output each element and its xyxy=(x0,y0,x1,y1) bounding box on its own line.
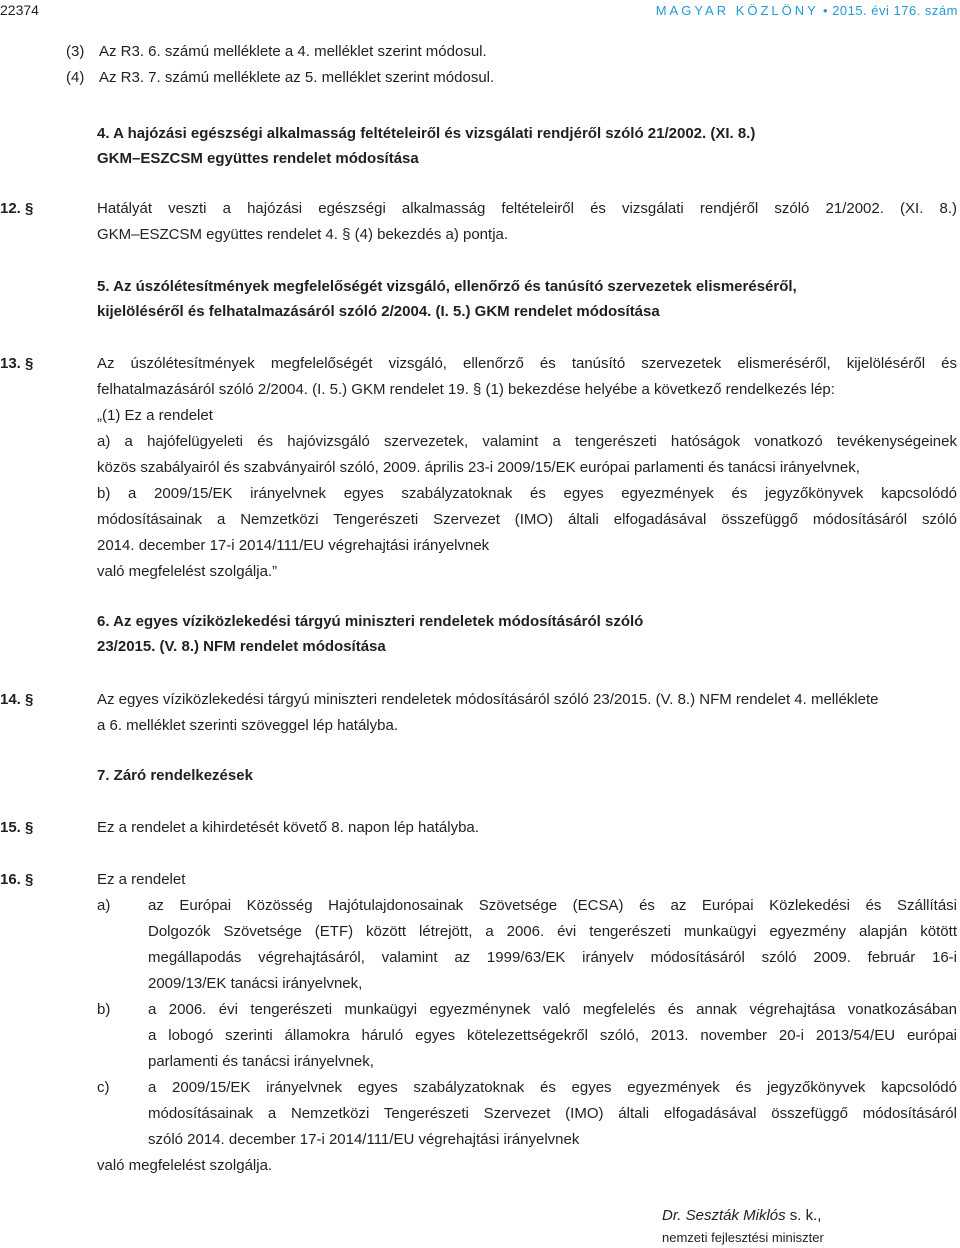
section-5-title-line1: 5. Az úszólétesítmények megfelelőségét vizsgáló, ellenőrző és tanúsító szervezetek elismeréséről, xyxy=(97,278,797,295)
paragraph-13-number: 13. § xyxy=(0,355,34,372)
paragraph-13-line: közös szabályairól és szabványairól szóló, 2009. április 23-i 2009/15/EK európai parlamenti és tanácsi irányelvnek, xyxy=(97,459,860,476)
point-c-label: c) xyxy=(97,1079,110,1096)
point-a-line: 2009/13/EK tanácsi irányelvnek, xyxy=(148,975,363,992)
paragraph-16-intro: Ez a rendelet xyxy=(97,871,186,888)
section-4-title-line2: GKM–ESZCSM együttes rendelet módosítása xyxy=(97,150,419,167)
paragraph-15-text: Ez a rendelet a kihirdetését követő 8. napon lép hatályba. xyxy=(97,819,479,836)
point-c-line: módosításainak a Nemzetközi Tengerészeti Szervezet (IMO) általi elfogadásával összefüggő módosításáról xyxy=(148,1105,957,1122)
item-3-number: (3) xyxy=(66,43,85,60)
point-b-line: parlamenti és tanácsi irányelvnek, xyxy=(148,1053,374,1070)
section-6-title-line2: 23/2015. (V. 8.) NFM rendelet módosítása xyxy=(97,638,386,655)
signature-block xyxy=(662,1206,821,1226)
item-4-text: Az R3. 7. számú melléklete az 5. melléklet szerint módosul. xyxy=(99,69,495,86)
signature-name: Dr. Seszták Miklós xyxy=(662,1207,786,1224)
point-a-line: az Európai Közösség Hajótulajdonosainak Szövetsége (ECSA) és az Európai Közlekedési és Szállítási xyxy=(148,897,957,914)
paragraph-14-line1: Az egyes víziközlekedési tárgyú miniszteri rendeletek módosításáról szóló 23/2015. (V. 8.) NFM rendelet 4. melléklete xyxy=(97,691,879,708)
paragraph-13-line: felhatalmazásáról szóló 2/2004. (I. 5.) GKM rendelet 19. § (1) bekezdése helyébe a következő rendelkezés lép: xyxy=(97,381,835,398)
paragraph-15-number: 15. § xyxy=(0,819,34,836)
paragraph-13-line: b) a 2009/15/EK irányelvnek egyes szabályzatoknak és egyes egyezmények és jegyzőkönyvek kapcsolódó xyxy=(97,485,957,502)
paragraph-16-number: 16. § xyxy=(0,871,34,888)
item-3-text: Az R3. 6. számú melléklete a 4. melléklet szerint módosul. xyxy=(99,43,487,60)
paragraph-16-closing: való megfelelést szolgálja. xyxy=(97,1157,273,1174)
paragraph-12-number: 12. § xyxy=(0,200,34,217)
issue-label: 2015. évi 176. szám xyxy=(832,3,958,18)
paragraph-13-line: módosításainak a Nemzetközi Tengerészeti Szervezet (IMO) általi elfogadásával összefüggő módosításáról szóló xyxy=(97,511,957,528)
paragraph-13-line: 2014. december 17-i 2014/111/EU végrehajtási irányelvnek xyxy=(97,537,490,554)
paragraph-13-line: való megfelelést szolgálja.” xyxy=(97,563,278,580)
header-bullet: • xyxy=(822,3,829,18)
point-c-line: szóló 2014. december 17-i 2014/111/EU végrehajtási irányelvnek xyxy=(148,1131,580,1148)
point-b-line: a lobogó szerinti államokra háruló egyes kötelezettségekről szóló, 2013. november 20-i 2013/54/EU európai xyxy=(148,1027,957,1044)
point-a-line: megállapodás végrehajtásáról, valamint az 1999/63/EK irányelv módosításáról szóló 2009. február 16-i xyxy=(148,949,957,966)
paragraph-14-number: 14. § xyxy=(0,691,34,708)
point-b-label: b) xyxy=(97,1001,111,1018)
signature-title: nemzeti fejlesztési miniszter xyxy=(662,1230,824,1245)
paragraph-12-line2: GKM–ESZCSM együttes rendelet 4. § (4) bekezdés a) pontja. xyxy=(97,226,509,243)
page-number: 22374 xyxy=(0,2,39,18)
paragraph-14-line2: a 6. melléklet szerinti szöveggel lép hatályba. xyxy=(97,717,398,734)
journal-name: MAGYAR KÖZLÖNY xyxy=(655,3,819,18)
section-4-title-line1: 4. A hajózási egészségi alkalmasság feltételeiről és vizsgálati rendjéről szóló 21/2002. (XI. 8.) xyxy=(97,125,756,142)
paragraph-13-line: Az úszólétesítmények megfelelőségét vizsgáló, ellenőrző és tanúsító szervezetek elismeréséről, kijelöléséről és xyxy=(97,355,957,372)
section-5-title-line2: kijelöléséről és felhatalmazásáról szóló 2/2004. (I. 5.) GKM rendelet módosítása xyxy=(97,303,660,320)
paragraph-13-line: „(1) Ez a rendelet xyxy=(97,407,213,424)
point-c-line: a 2009/15/EK irányelvnek egyes szabályzatoknak és egyes egyezmények és jegyzőkönyvek kapcsolódó xyxy=(148,1079,957,1096)
item-4-number: (4) xyxy=(66,69,85,86)
section-6-title-line1: 6. Az egyes víziközlekedési tárgyú miniszteri rendeletek módosításáról szóló xyxy=(97,613,644,630)
paragraph-12-line1: Hatályát veszti a hajózási egészségi alkalmasság feltételeiről és vizsgálati rendjéről szóló 21/2002. (XI. 8.) xyxy=(97,200,957,217)
section-7-title: 7. Záró rendelkezések xyxy=(97,767,253,784)
signature-suffix: s. k., xyxy=(785,1207,822,1224)
point-a-line: Dolgozók Szövetsége (ETF) között létrejött, a 2006. évi tengerészeti munkaügyi egyezmény alapján kötött xyxy=(148,923,957,940)
journal-header xyxy=(656,3,958,18)
point-a-label: a) xyxy=(97,897,111,914)
paragraph-13-line: a) a hajófelügyeleti és hajóvizsgáló szervezetek, valamint a tengerészeti hatóságok vonatkozó tevékenységeinek xyxy=(97,433,957,450)
point-b-line: a 2006. évi tengerészeti munkaügyi egyezménynek való megfelelés és annak végrehajtása vonatkozásában xyxy=(148,1001,957,1018)
